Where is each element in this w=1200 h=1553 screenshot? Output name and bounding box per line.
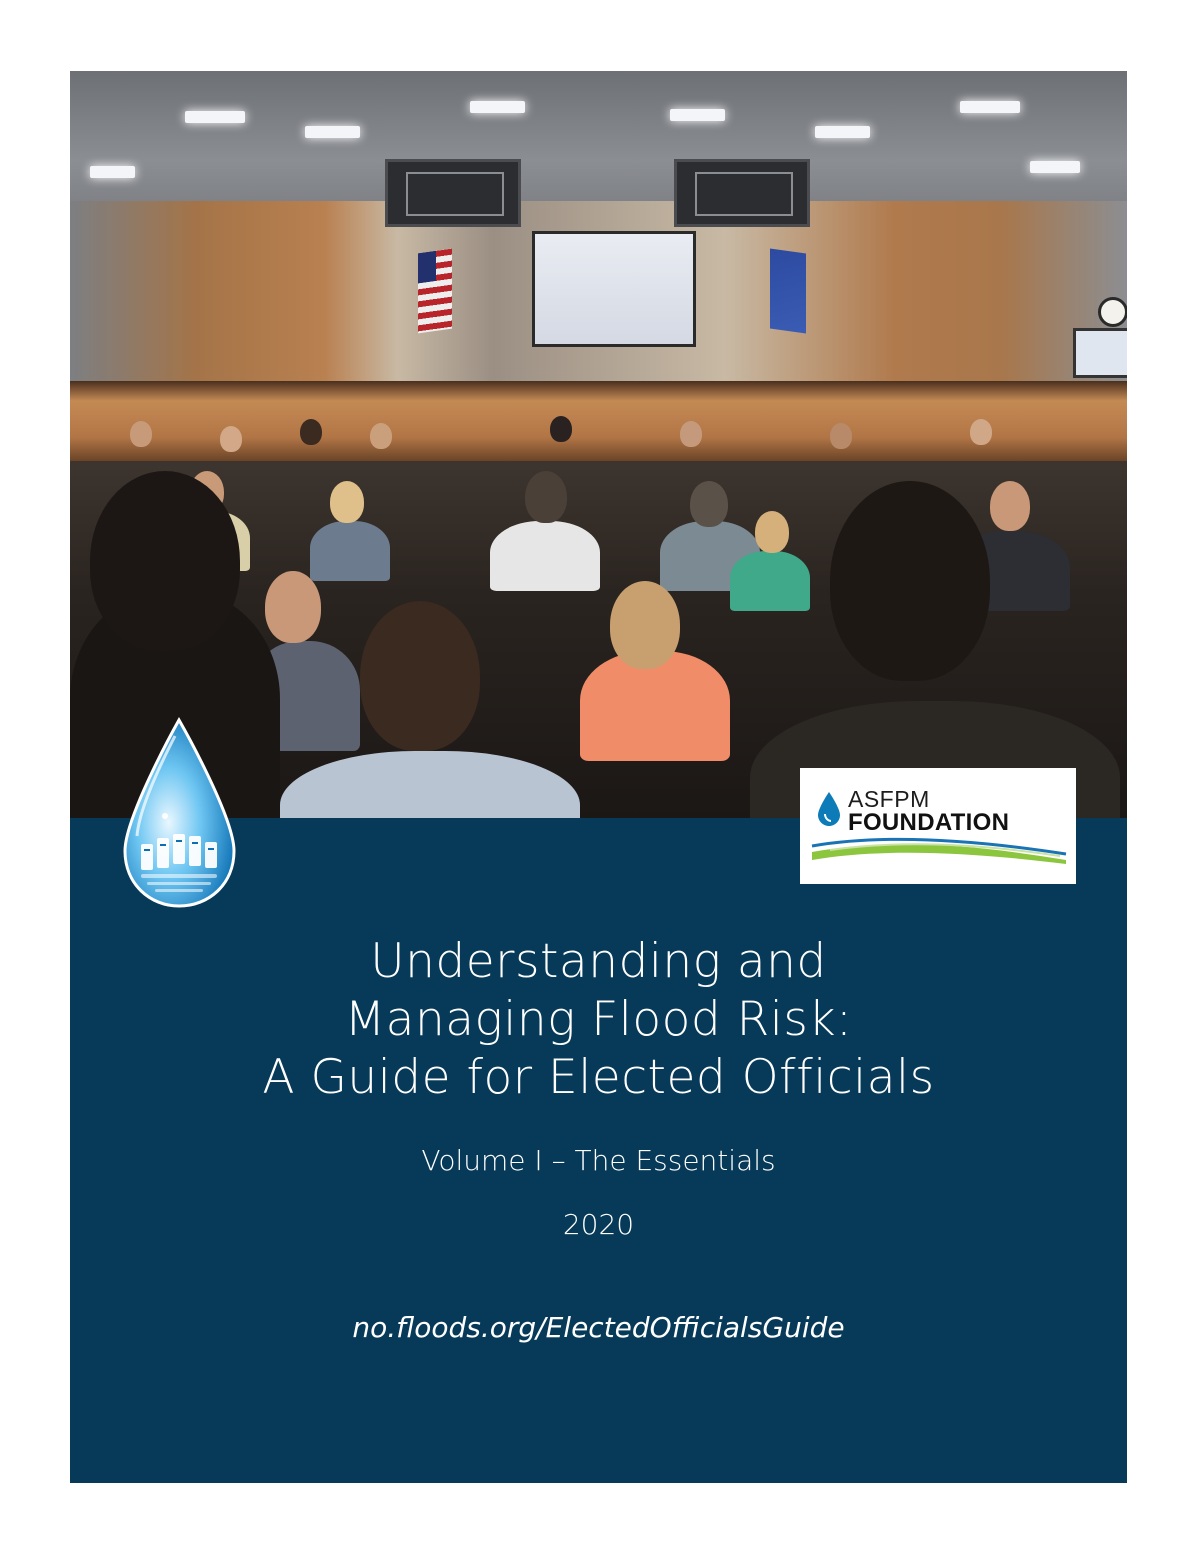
foundation-logo-line2: FOUNDATION: [848, 809, 1010, 836]
ceiling-light: [670, 109, 725, 121]
cover-photo: [70, 71, 1127, 818]
title-line-3: A Guide for Elected Officials: [262, 1050, 935, 1105]
ceiling-light: [305, 126, 360, 138]
side-monitor: [1073, 328, 1127, 378]
volume-subtitle: Volume I – The Essentials: [421, 1144, 776, 1177]
document-title: [70, 933, 1127, 1107]
ceiling-light: [470, 101, 525, 113]
cover-page: [70, 71, 1127, 1483]
ceiling-light: [185, 111, 245, 123]
guide-url: no.floods.org/ElectedOfficialsGuide: [352, 1311, 845, 1344]
ceiling-light: [1030, 161, 1080, 173]
asfpm-drop-logo: [117, 716, 242, 911]
water-drop-icon: [818, 792, 840, 826]
wall-clock: [1098, 297, 1127, 327]
title-line-2: Managing Flood Risk:: [344, 992, 853, 1047]
ceiling-light: [90, 166, 135, 178]
state-flag: [770, 248, 806, 333]
photo-ceiling: [70, 71, 1127, 221]
us-flag: [418, 249, 452, 334]
ceiling-light: [960, 101, 1020, 113]
publication-year: 2020: [562, 1208, 635, 1241]
ceiling-monitor: [385, 159, 521, 227]
ceiling-light: [815, 126, 870, 138]
foundation-logo-line1: ASFPM: [848, 786, 930, 812]
ceiling-monitor: [674, 159, 810, 227]
projection-screen: [532, 231, 696, 347]
asfpm-foundation-logo: [800, 768, 1076, 884]
wave-swoosh-icon: [810, 830, 1068, 864]
title-line-1: Understanding and: [370, 934, 827, 989]
